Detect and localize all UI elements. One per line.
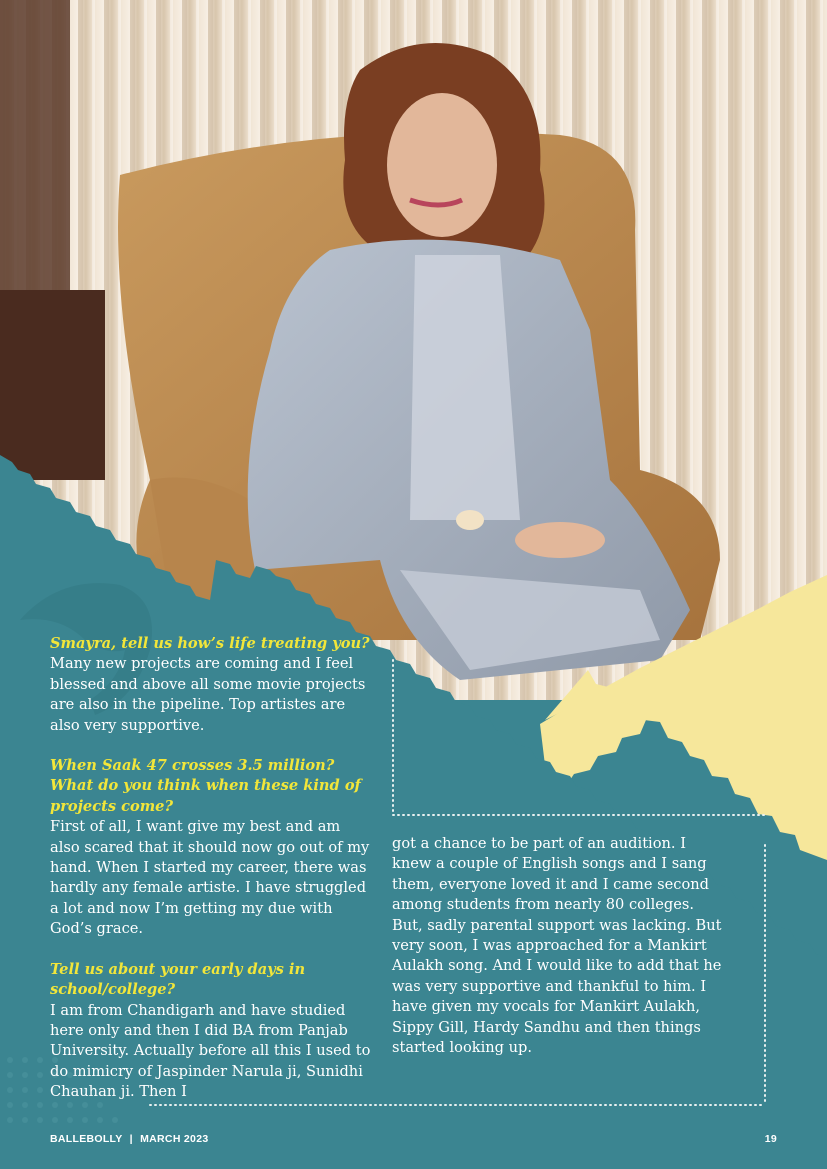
question-1: Smayra, tell us how’s life treating you? bbox=[50, 635, 370, 652]
publication-name: BALLEBOLLY bbox=[50, 1133, 123, 1145]
page-number: 19 bbox=[764, 1133, 777, 1145]
answer-1: Many new projects are coming and I feel blessed and above all some movie projects are also in the pipeline. Top artistes are also very supportive. bbox=[50, 655, 366, 734]
footer-left bbox=[50, 1133, 208, 1145]
answer-3: I am from Chandigarh and have studied here only and then I did BA from Panjab University. Actually before all this I used to do mimicry of Jaspinder Narula ji, Sunidhi Chauhan ji. Then I bbox=[50, 1001, 371, 1101]
left-column bbox=[50, 634, 372, 1103]
issue-date: MARCH 2023 bbox=[140, 1133, 209, 1145]
answer-2: First of all, I want give my best and am also scared that it should now go out of my hand. When I started my career, there was hardly any female artiste. I have struggled a lot and now I’m getting my due with God’s grace. bbox=[50, 818, 370, 938]
footer-separator: | bbox=[129, 1133, 133, 1145]
question-3: Tell us about your early days in school/college? bbox=[50, 960, 306, 999]
question-2: When Saak 47 crosses 3.5 million? What do you think when these kind of projects come? bbox=[50, 757, 361, 815]
right-column bbox=[392, 834, 722, 1058]
answer-3-continued: got a chance to be part of an audition. I knew a couple of English songs and I sang them, everyone loved it and I came second among students from nearly 80 colleges. But, sadly parental support was lacking. But very soon, I was approached for a Mankirt Aulakh song. And I would like to add that he was very supportive and thankful to him. I have given my vocals for Mankirt Aulakh, Sippy Gill, Hardy Sandhu and then things started looking up. bbox=[392, 835, 722, 1057]
